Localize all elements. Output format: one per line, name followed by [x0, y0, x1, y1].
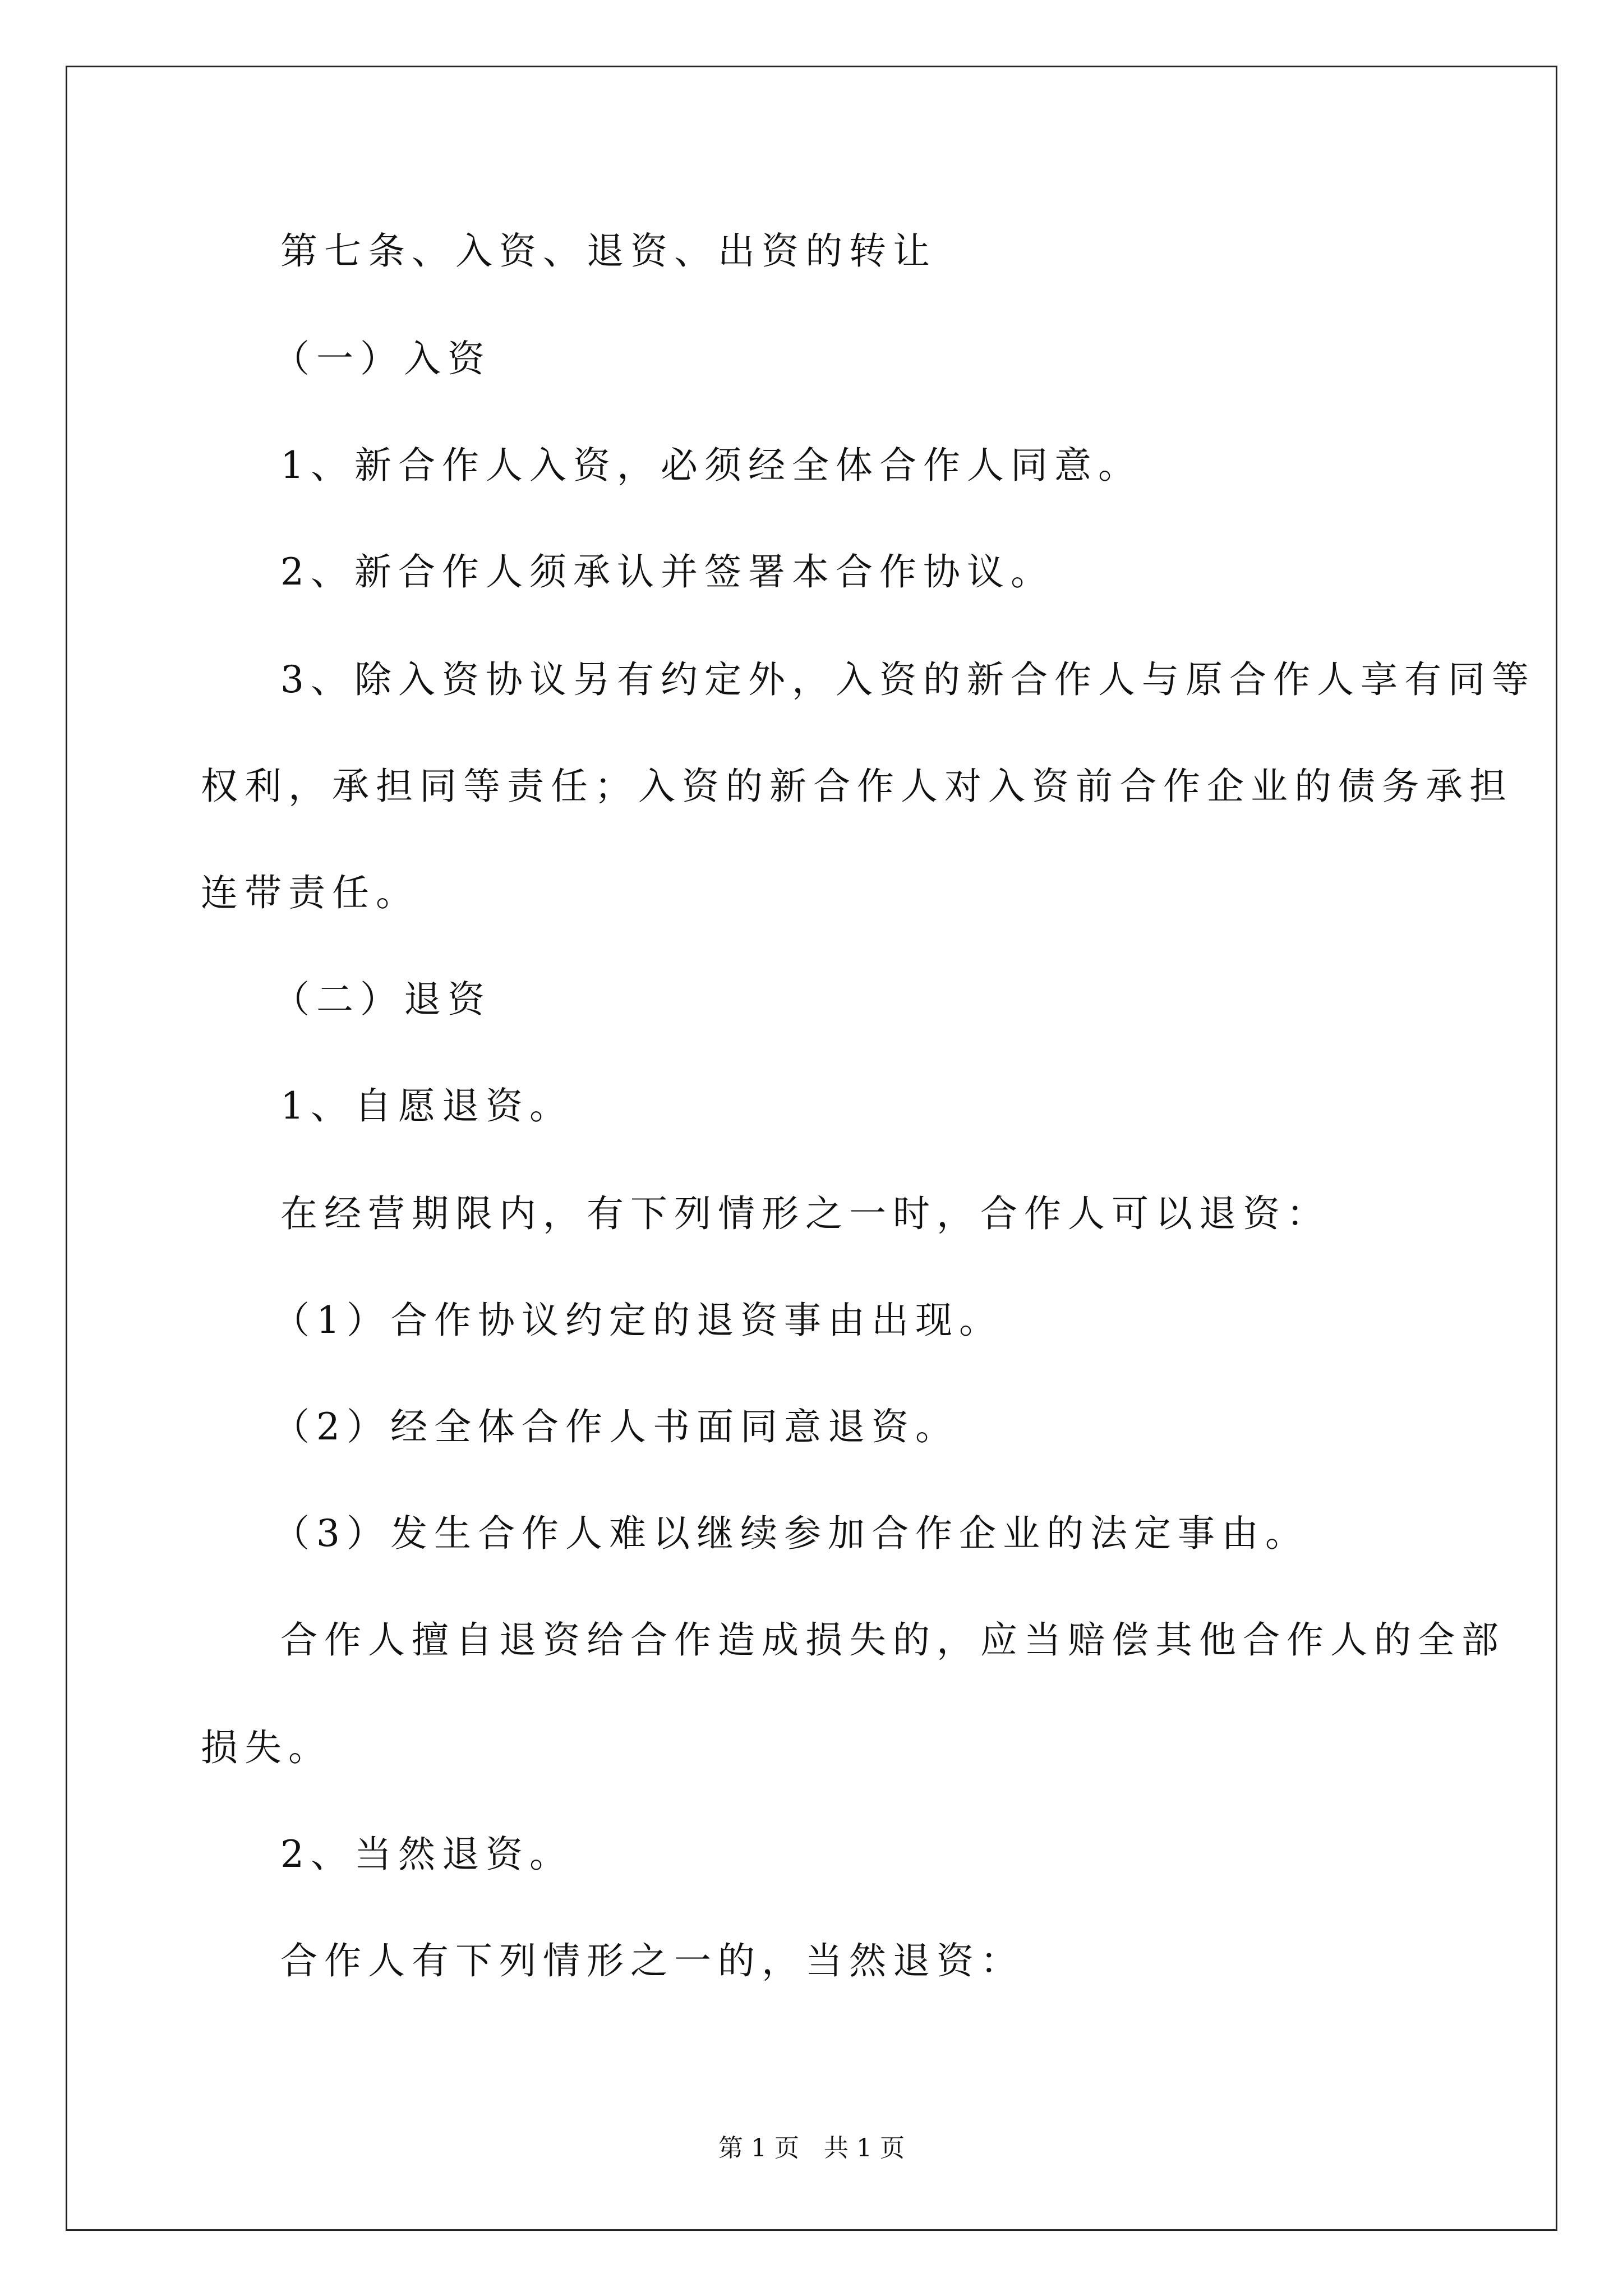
- page-number: 第 1 页 共 1 页: [718, 2134, 905, 2162]
- paragraph: 合作人有下列情形之一的，当然退资：: [280, 1939, 1024, 1982]
- paragraph: 1、新合作人入资，必须经全体合作人同意。: [280, 444, 1142, 487]
- list-item: （1）合作协议约定的退资事由出现。: [273, 1299, 1003, 1342]
- paragraph-continuation: 连带责任。: [201, 871, 419, 914]
- paragraph-continuation: 权利，承担同等责任；入资的新合作人对入资前合作企业的债务承担: [201, 765, 1513, 808]
- page-border: [66, 66, 1557, 2231]
- paragraph: 3、除入资协议另有约定外，入资的新合作人与原合作人享有同等: [280, 658, 1536, 701]
- list-item: （2）经全体合作人书面同意退资。: [273, 1405, 959, 1448]
- paragraph: 2、当然退资。: [280, 1833, 573, 1876]
- section-heading-withdrawal: （二）退资: [273, 978, 491, 1021]
- article-heading: 第七条、入资、退资、出资的转让: [280, 229, 937, 273]
- paragraph: 2、新合作人须承认并签署本合作协议。: [280, 550, 1054, 593]
- paragraph: 在经营期限内，有下列情形之一时，合作人可以退资：: [280, 1192, 1330, 1235]
- section-heading-capital-entry: （一）入资: [273, 337, 491, 380]
- paragraph: 1、自愿退资。: [280, 1084, 573, 1128]
- list-item: （3）发生合作人难以继续参加合作企业的法定事由。: [273, 1512, 1309, 1555]
- paragraph: 合作人擅自退资给合作造成损失的，应当赔偿其他合作人的全部: [280, 1618, 1505, 1662]
- paragraph-continuation: 损失。: [201, 1726, 332, 1769]
